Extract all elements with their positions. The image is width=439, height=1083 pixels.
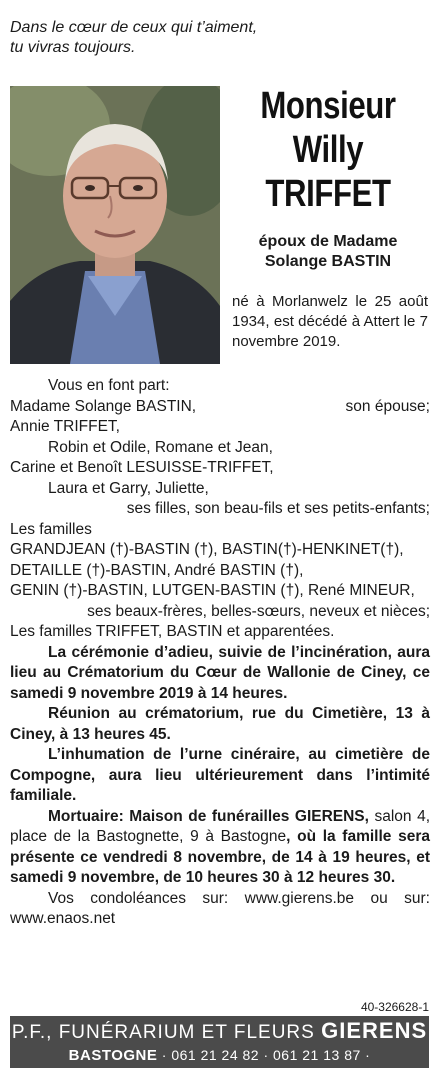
daughter-1: Annie TRIFFET,: [10, 418, 120, 435]
mortuary-address: salon 4, place de la Bastognette, 9 à Bastogne: [10, 807, 430, 845]
quote-line-2: tu vivras toujours.: [10, 39, 136, 56]
grandchildren-2: Laura et Garry, Juliette,: [48, 479, 209, 497]
families-line-3: GENIN (†)-BASTIN, LUTGEN-BASTIN (†), René MINEUR,: [10, 582, 415, 599]
quote-line-1: Dans le cœur de ceux qui t’aiment,: [10, 19, 258, 36]
first-name: Willy: [292, 129, 364, 171]
spouse-role: son épouse;: [345, 397, 430, 415]
banner-prefix: P.F., FUNÉRARIUM ET FLEURS: [11, 1022, 315, 1043]
banner-line-2: [10, 1046, 429, 1083]
banner-line-1: [10, 1016, 429, 1046]
families-line-2: DETAILLE (†)-BASTIN, André BASTIN (†),: [10, 561, 304, 579]
epitaph-quote: [10, 18, 430, 58]
grandchildren-1: Robin et Odile, Romane et Jean,: [48, 438, 273, 456]
portrait-photo: [10, 86, 220, 364]
ceremony-urn: L’inhumation de l’urne cinéraire, au cimetière de Compogne, aura lieu ultérieurement dans l’intimité familiale.: [10, 746, 430, 804]
ceremony-meeting: Réunion au crématorium, rue du Cimetière, 13 à Ciney, à 13 heures 45.: [10, 705, 430, 743]
condolences: Vos condoléances sur: www.gierens.be ou sur: www.enaos.net: [10, 889, 430, 927]
banner-brand: GIERENS: [321, 1018, 428, 1043]
spouse-line-1: époux de Madame: [258, 233, 398, 250]
intro-text: Vous en font part:: [48, 377, 170, 394]
families-role: ses beaux-frères, belles-sœurs, neveux et nièces;: [87, 602, 430, 620]
families-related: Les familles TRIFFET, BASTIN et apparentées.: [10, 623, 335, 640]
spouse-name: Madame Solange BASTIN,: [10, 397, 197, 415]
daughter-2: Carine et Benoît LESUISSE-TRIFFET,: [10, 459, 274, 476]
family-presence: , où la famille sera présente ce vendredi 8 novembre, de 14 à 19 heures, et samedi 9 novembre, de 10 heures 30 à 12 heures 30.: [10, 828, 430, 886]
reference-number: 40-326628-1: [360, 1000, 429, 1014]
spouse-row: [10, 397, 430, 418]
title: Monsieur: [260, 85, 396, 127]
mortuary-label: Mortuaire: Maison de funérailles GIERENS,: [48, 807, 369, 825]
children-role: ses filles, son beau-fils et ses petits-enfants;: [126, 500, 430, 517]
announcement-body: [10, 376, 430, 930]
mortuary-paragraph: [10, 807, 430, 889]
last-name: TRIFFET: [265, 173, 391, 215]
families-line-1: GRANDJEAN (†)-BASTIN (†), BASTIN(†)-HENKINET(†),: [10, 541, 404, 558]
banner-city: BASTOGNE: [68, 1047, 158, 1064]
spouse-info: [228, 232, 428, 272]
spouse-line-2: Solange BASTIN: [264, 253, 392, 270]
families-intro: Les familles: [10, 520, 92, 538]
funeral-home-banner: [10, 1016, 429, 1082]
deceased-name: [228, 84, 428, 216]
ceremony-farewell: La cérémonie d’adieu, suivie de l’incinération, aura lieu au Crématorium du Cœur de Wallonie de Ciney, ce samedi 9 novembre 2019 à 14 heures.: [10, 643, 430, 702]
birth-death-text: né à Morlanwelz le 25 août 1934, est décédé à Attert le 7 novembre 2019.: [232, 293, 428, 350]
portrait-illustration: [10, 86, 220, 364]
banner-contacts: · 061 21 24 82 · 061 21 13 87 · WWW.GIERENS.BE: [151, 1047, 371, 1082]
